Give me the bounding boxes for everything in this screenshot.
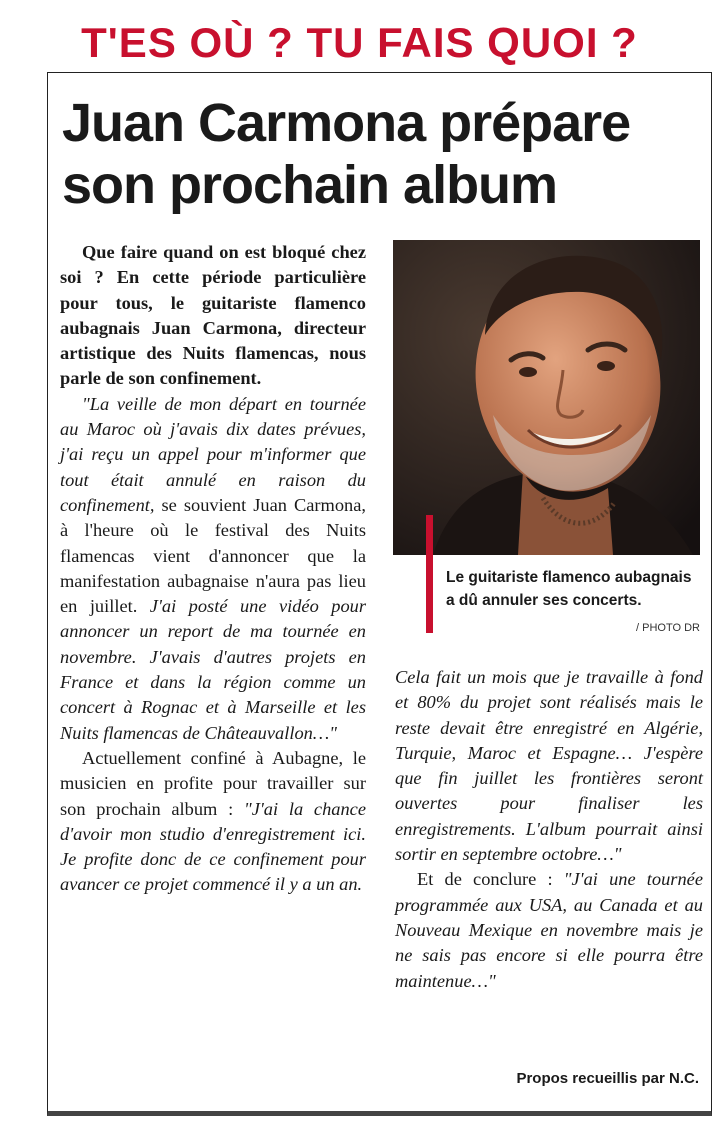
portrait-illustration — [393, 240, 700, 555]
section-kicker: T'ES OÙ ? TU FAIS QUOI ? — [81, 19, 638, 66]
photo-caption: Le guitariste flamenco aubagnais a dû annuler ses concerts. — [446, 569, 692, 609]
paragraph-4 — [395, 867, 703, 993]
caption-accent-bar — [426, 515, 433, 633]
left-column — [60, 240, 366, 898]
article-headline: Juan Carmona prépare son prochain album — [62, 93, 631, 215]
paragraph-4-text: Et de conclure : — [417, 869, 564, 890]
paragraph-3 — [395, 665, 703, 867]
paragraph-2-text: Actuellement confiné à Aubagne, le musicien en profite pour travailler sur son prochain album : — [60, 747, 366, 819]
quote-5: "J'ai une tournée programmée aux USA, au Canada et au Nouveau Mexique en novembre mais je ne sais pas encore si elle pourra être maintenue…" — [395, 869, 703, 991]
paragraph-2 — [60, 746, 366, 898]
quote-2: J'ai posté une vidéo pour annoncer un report de ma tournée en novembre. J'avais d'autres projets en France et dans la région comme un concert à Rognac et à Marseille et les Nuits flamencas de Châteauvallon…" — [60, 596, 366, 743]
quote-4: Cela fait un mois que je travaille à fond et 80% du projet sont réalisés mais le reste devait être enregistré en Algérie, Turquie, Maroc et Espagne… J'espère que fin juillet les frontières seront ouvertes pour finaliser les enregistrements. L'album pourrait ainsi sortir en septembre octobre…" — [395, 667, 703, 865]
photo-credit: / PHOTO DR — [636, 622, 700, 634]
attribution: se souvient Juan Carmona, à l'heure où le festival des Nuits flamencas vient d'annoncer que la manifestation aubagnaise n'aura pas lieu en juillet. — [60, 494, 366, 617]
byline: Propos recueillis par N.C. — [516, 1070, 699, 1087]
quote-3: "J'ai la chance d'avoir mon studio d'enregistrement ici. Je profite donc de ce confinement pour avancer ce projet commencé il y a un an. — [60, 798, 366, 895]
paragraph-1 — [60, 392, 366, 746]
portrait-photo — [393, 240, 700, 555]
right-column — [395, 665, 703, 994]
quote-1: "La veille de mon départ en tournée au Maroc où j'avais dix dates prévues, j'ai reçu un appel pour m'informer que tout était annulé en raison du confinement, — [60, 393, 366, 515]
article-lead: Que faire quand on est bloqué chez soi ? En cette période particulière pour tous, le guitariste flamenco aubagnais Juan Carmona, directeur artistique des Nuits flamencas, nous parle de son confinement. — [60, 242, 366, 389]
